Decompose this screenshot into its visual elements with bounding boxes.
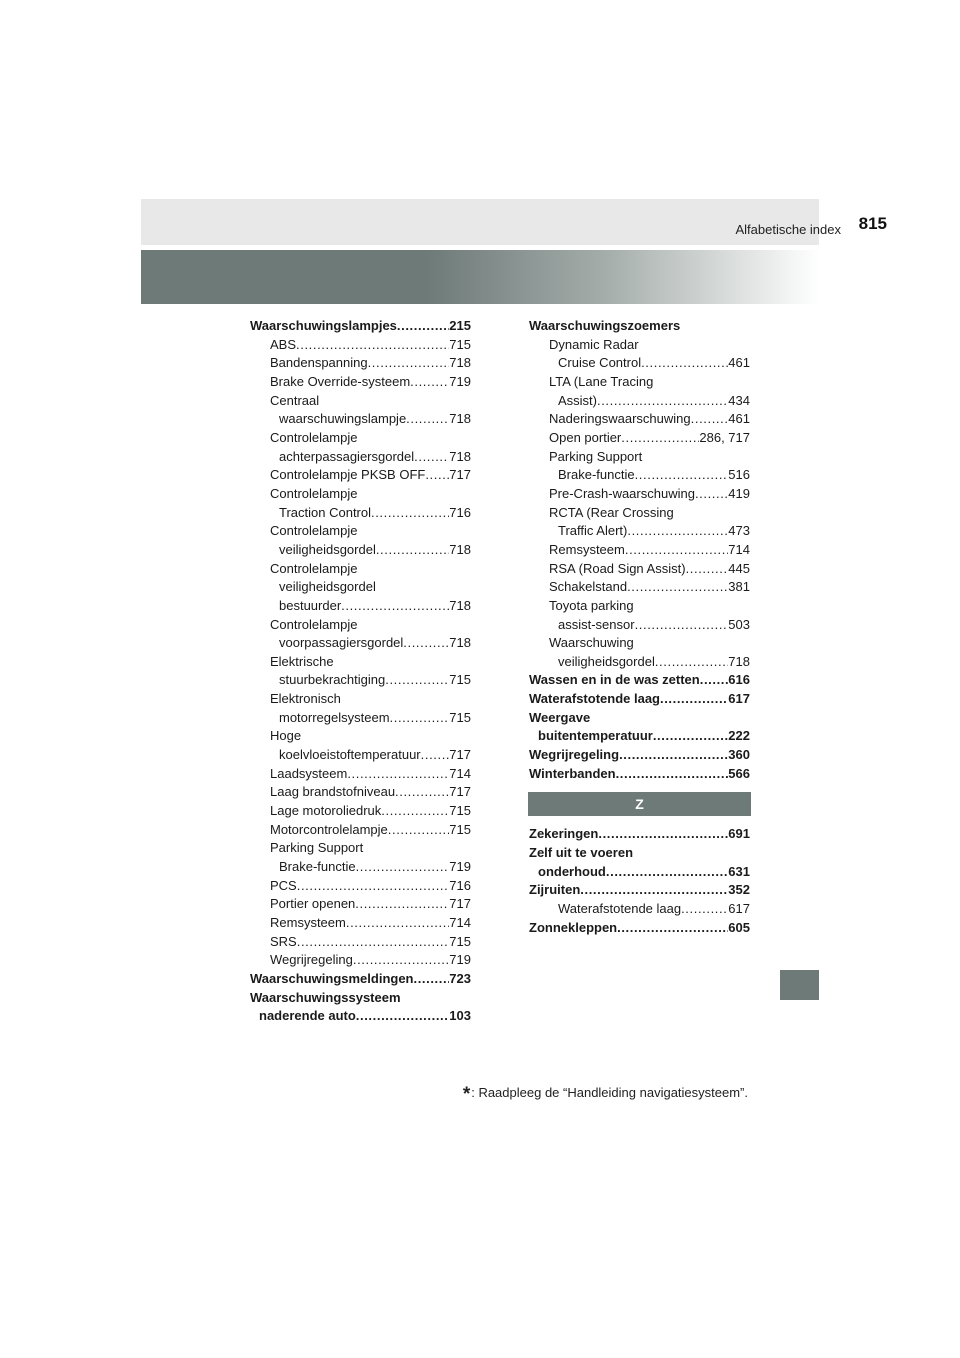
index-term-line: Toyota parking xyxy=(549,597,634,613)
dot-leader xyxy=(619,746,728,765)
index-term-line: Dynamic Radar xyxy=(549,336,639,352)
index-entry xyxy=(250,466,471,485)
page-reference: 718 xyxy=(449,597,471,613)
page-reference: 617 xyxy=(728,901,750,917)
page-reference: 434 xyxy=(728,392,750,408)
index-term: Remsysteem xyxy=(549,541,625,557)
page-reference: 715 xyxy=(449,709,471,725)
page-reference: 461 xyxy=(728,411,750,427)
page-reference: 605 xyxy=(728,919,750,935)
page-reference: 718 xyxy=(449,411,471,427)
index-term: Waterafstotende laag xyxy=(529,691,660,707)
index-term: naderende auto xyxy=(259,1008,356,1024)
gradient-banner xyxy=(141,250,819,304)
page-reference: 716 xyxy=(449,877,471,893)
dot-leader xyxy=(385,671,449,690)
index-entry xyxy=(250,410,471,429)
index-term: Laag brandstofniveau xyxy=(270,784,396,800)
index-term: Open portier xyxy=(549,429,622,445)
dot-leader xyxy=(346,914,449,933)
dot-leader xyxy=(621,429,699,448)
page-reference: 461 xyxy=(728,355,750,371)
index-term: Brake-functie xyxy=(279,859,356,875)
dot-leader xyxy=(341,597,449,616)
index-term: Laadsysteem xyxy=(270,765,348,781)
page-reference: 103 xyxy=(449,1008,471,1024)
page-reference: 714 xyxy=(449,915,471,930)
index-entry xyxy=(529,354,750,373)
dot-leader xyxy=(598,825,728,844)
index-entry xyxy=(250,858,471,877)
dot-leader xyxy=(296,336,449,355)
footnote xyxy=(463,1084,748,1106)
index-entry xyxy=(529,881,750,900)
index-entry xyxy=(250,895,471,914)
index-term-line: Zelf uit te voeren xyxy=(529,845,634,861)
index-entry xyxy=(250,914,471,933)
dot-leader xyxy=(371,504,449,523)
index-term: Wegrijregeling xyxy=(270,952,353,968)
index-entry xyxy=(250,877,471,896)
page-reference: 715 xyxy=(449,672,471,688)
page-reference: 718 xyxy=(449,448,471,464)
index-entry xyxy=(529,578,750,597)
index-term: achterpassagiersgordel xyxy=(279,448,415,464)
index-entry xyxy=(250,970,471,989)
index-term-line: Waarschuwingssysteem xyxy=(250,989,401,1005)
page-reference: 723 xyxy=(449,970,471,986)
index-entry xyxy=(529,616,750,635)
dot-leader xyxy=(627,522,728,541)
dot-leader xyxy=(625,541,728,560)
index-term: waarschuwingslampje xyxy=(279,411,407,427)
index-entry xyxy=(250,765,471,784)
index-term: Lage motoroliedruk xyxy=(270,803,382,819)
index-entry xyxy=(529,900,750,919)
index-term: veiligheidsgordel xyxy=(279,541,376,557)
index-term: Cruise Control xyxy=(558,355,642,371)
dot-leader xyxy=(297,933,450,952)
page-reference: 718 xyxy=(449,635,471,651)
dot-leader xyxy=(606,863,728,882)
dot-leader xyxy=(655,653,728,672)
index-term: buitentemperatuur xyxy=(538,728,653,744)
index-term-line: Controlelampje xyxy=(270,485,358,501)
index-term: Traffic Alert) xyxy=(558,523,628,539)
index-term: Wegrijregeling xyxy=(529,747,620,763)
page-reference: 718 xyxy=(449,355,471,371)
dot-leader xyxy=(376,541,449,560)
page-reference: 714 xyxy=(449,765,471,781)
page-reference: 714 xyxy=(728,541,750,557)
page-reference: 419 xyxy=(728,485,750,501)
footnote-text: : Raadpleeg de “Handleiding navigatiesysteem”. xyxy=(471,1085,748,1100)
dot-leader xyxy=(414,448,449,467)
dot-leader xyxy=(421,746,450,765)
page-reference: 719 xyxy=(449,859,471,875)
page-reference: 360 xyxy=(728,747,750,763)
index-group-w xyxy=(529,317,750,783)
page-reference: 222 xyxy=(728,728,750,744)
index-term: Naderingswaarschuwing xyxy=(549,411,691,427)
dot-leader xyxy=(353,951,449,970)
dot-leader xyxy=(403,634,449,653)
page-reference: 715 xyxy=(449,803,471,819)
index-entry xyxy=(529,522,750,541)
index-term: voorpassagiersgordel xyxy=(279,635,404,651)
index-entry xyxy=(529,671,750,690)
index-term-line: Controlelampje xyxy=(270,616,358,632)
index-term: koelvloeistoftemperatuur xyxy=(279,747,421,763)
index-term: ABS xyxy=(270,336,297,352)
index-entry xyxy=(529,466,750,485)
index-term-line: LTA (Lane Tracing xyxy=(549,373,654,389)
page-reference: 503 xyxy=(728,616,750,632)
page-reference: 516 xyxy=(728,467,750,483)
page-reference: 691 xyxy=(728,826,750,842)
dot-leader xyxy=(368,354,450,373)
dot-leader xyxy=(686,560,729,579)
index-term: Schakelstand xyxy=(549,579,628,595)
dot-leader xyxy=(297,877,450,896)
page-reference: 717 xyxy=(449,784,471,800)
letter-heading-label: Z xyxy=(635,796,644,813)
index-entry xyxy=(250,671,471,690)
index-term: Zekeringen xyxy=(529,826,599,842)
dot-leader xyxy=(597,392,728,411)
section-title: Alfabetische index xyxy=(735,222,841,237)
index-entry xyxy=(250,1007,471,1026)
index-group-z xyxy=(529,825,750,937)
dot-leader xyxy=(635,616,729,635)
dot-leader xyxy=(356,1007,450,1026)
page-reference: 617 xyxy=(728,691,750,707)
page-reference: 717 xyxy=(449,467,471,483)
index-entry xyxy=(250,933,471,952)
page-reference: 715 xyxy=(449,933,471,949)
page-reference: 352 xyxy=(728,882,750,898)
index-entry xyxy=(250,354,471,373)
page-reference: 566 xyxy=(728,765,750,781)
index-term-line: Centraal xyxy=(270,392,320,408)
index-term: Winterbanden xyxy=(529,765,616,781)
index-term-line: Hoge xyxy=(270,728,302,744)
index-entry xyxy=(250,541,471,560)
index-entry xyxy=(529,485,750,504)
dot-leader xyxy=(617,919,728,938)
index-entry xyxy=(250,802,471,821)
index-term-line: veiligheidsgordel xyxy=(279,579,376,595)
index-term: Zonnekleppen xyxy=(529,919,618,935)
index-term: Wassen en in de was zetten xyxy=(529,672,700,688)
page-number: 815 xyxy=(858,214,887,233)
index-entry xyxy=(250,448,471,467)
index-term-line: Parking Support xyxy=(270,840,364,856)
dot-leader xyxy=(700,671,729,690)
index-term: motorregelsysteem xyxy=(279,709,390,725)
index-term: Motorcontrolelampje xyxy=(270,821,388,837)
index-term: Waarschuwingsmeldingen xyxy=(250,970,414,986)
index-term: Brake Override-systeem xyxy=(270,373,411,389)
dot-leader xyxy=(695,485,728,504)
index-term-line: RCTA (Rear Crossing xyxy=(549,504,674,520)
page-reference: 286, 717 xyxy=(699,429,750,445)
dot-leader xyxy=(660,690,728,709)
index-term: onderhoud xyxy=(538,863,606,879)
index-term: Brake-functie xyxy=(558,467,635,483)
page-reference: 616 xyxy=(728,672,750,688)
index-entry xyxy=(529,410,750,429)
dot-leader xyxy=(691,410,729,429)
index-term: Traction Control xyxy=(279,504,371,520)
index-entry xyxy=(250,373,471,392)
dot-leader xyxy=(355,895,449,914)
dot-leader xyxy=(388,821,450,840)
page-reference: 719 xyxy=(449,373,471,389)
index-term: PCS xyxy=(270,877,297,893)
index-term-line: Parking Support xyxy=(549,448,643,464)
index-entry xyxy=(529,727,750,746)
page-reference: 715 xyxy=(449,336,471,352)
index-entry xyxy=(529,429,750,448)
index-column-right xyxy=(529,317,750,937)
index-term: SRS xyxy=(270,933,297,949)
index-entry xyxy=(529,746,750,765)
index-entry xyxy=(529,690,750,709)
index-term-line: Waarschuwingszoemers xyxy=(529,318,681,333)
page-reference: 718 xyxy=(449,541,471,557)
dot-leader xyxy=(395,783,449,802)
page-reference: 445 xyxy=(728,560,750,576)
index-term-line: Controlelampje xyxy=(270,523,358,539)
index-term: RSA (Road Sign Assist) xyxy=(549,560,686,576)
index-term: assist-sensor xyxy=(558,616,635,632)
dot-leader xyxy=(627,578,728,597)
index-entry xyxy=(250,709,471,728)
index-entry xyxy=(529,392,750,411)
index-entry xyxy=(250,317,471,336)
dot-leader xyxy=(397,317,449,336)
index-term-line: Elektrische xyxy=(270,653,334,669)
page-reference: 717 xyxy=(449,896,471,912)
page-reference: 715 xyxy=(449,821,471,837)
index-entry xyxy=(250,821,471,840)
page-reference: 719 xyxy=(449,952,471,968)
dot-leader xyxy=(414,970,450,989)
page-reference: 716 xyxy=(449,504,471,520)
index-entry xyxy=(250,951,471,970)
index-term: Bandenspanning xyxy=(270,355,368,371)
dot-leader xyxy=(580,881,728,900)
page-reference: 717 xyxy=(449,747,471,763)
index-term: bestuurder xyxy=(279,597,342,613)
dot-leader xyxy=(410,373,449,392)
index-entry xyxy=(250,504,471,523)
index-term: Controlelampje PKSB OFF xyxy=(270,467,426,483)
index-term: Pre-Crash-waarschuwing xyxy=(549,485,695,501)
header-bar xyxy=(141,199,819,245)
index-entry xyxy=(529,863,750,882)
dot-leader xyxy=(641,354,728,373)
dot-leader xyxy=(406,410,449,429)
page-reference: 718 xyxy=(728,653,750,669)
index-term: Remsysteem xyxy=(270,915,346,930)
index-term-line: Controlelampje xyxy=(270,429,358,445)
dot-leader xyxy=(653,727,728,746)
index-entry xyxy=(250,634,471,653)
page-reference: 473 xyxy=(728,523,750,539)
index-term-line: Elektronisch xyxy=(270,691,341,707)
index-term: Zijruiten xyxy=(529,882,581,898)
index-term: veiligheidsgordel xyxy=(558,653,655,669)
index-term: Waterafstotende laag xyxy=(558,901,682,917)
index-entry xyxy=(529,919,750,938)
dot-leader xyxy=(616,765,729,784)
dot-leader xyxy=(635,466,729,485)
page-reference: 215 xyxy=(449,318,471,333)
page-reference: 381 xyxy=(728,579,750,595)
index-entry xyxy=(250,336,471,355)
dot-leader xyxy=(347,765,449,784)
index-column-left xyxy=(250,317,471,1026)
index-term: Waarschuwingslampjes xyxy=(250,318,397,333)
page-reference: 631 xyxy=(728,863,750,879)
index-entry xyxy=(529,765,750,784)
index-entry xyxy=(529,560,750,579)
index-entry xyxy=(250,746,471,765)
index-term: Assist) xyxy=(558,392,597,408)
dot-leader xyxy=(356,858,450,877)
index-entry xyxy=(529,653,750,672)
thumb-index-tab xyxy=(780,970,819,1000)
dot-leader xyxy=(390,709,450,728)
index-entry xyxy=(529,825,750,844)
dot-leader xyxy=(381,802,449,821)
letter-heading-z xyxy=(528,792,751,816)
index-entry xyxy=(250,783,471,802)
index-term-line: Weergave xyxy=(529,709,591,725)
footnote-marker: * xyxy=(462,1084,471,1105)
index-term-line: Waarschuwing xyxy=(549,635,634,651)
dot-leader xyxy=(425,466,449,485)
dot-leader xyxy=(681,900,728,919)
index-term: Portier openen xyxy=(270,896,356,912)
index-term-line: Controlelampje xyxy=(270,560,358,576)
index-entry xyxy=(529,541,750,560)
index-term: stuurbekrachtiging xyxy=(279,672,386,688)
index-entry xyxy=(250,597,471,616)
